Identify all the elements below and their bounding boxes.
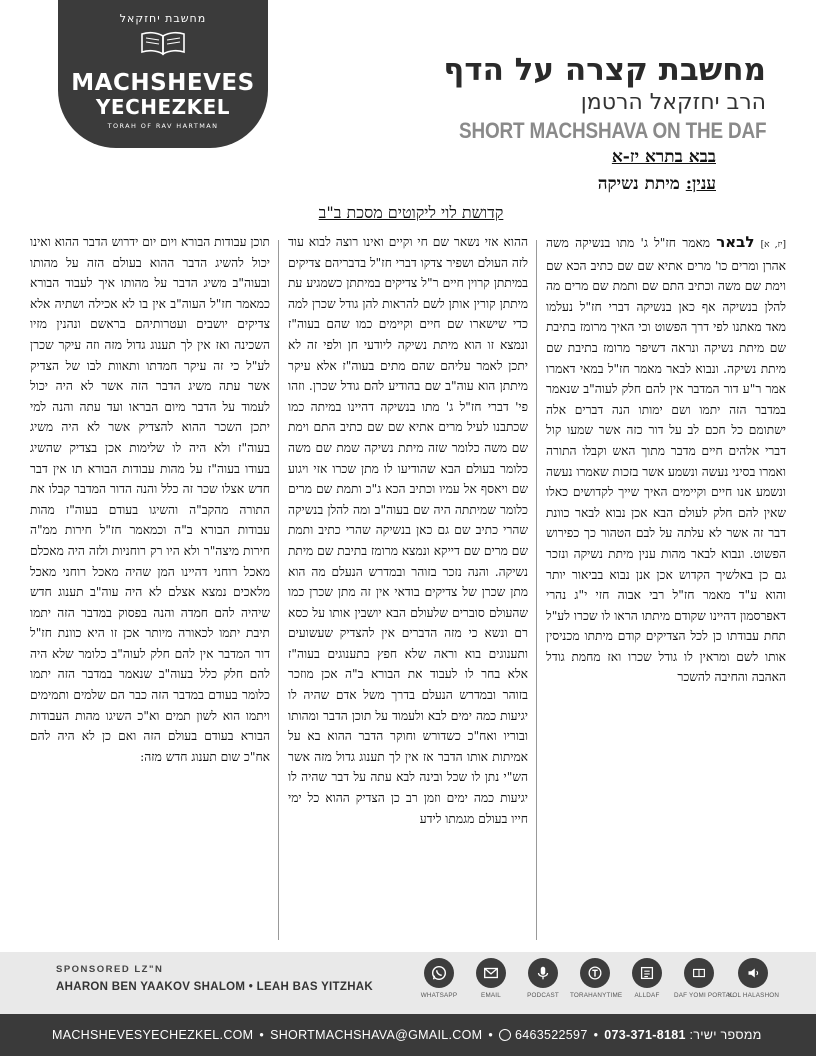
- topic-label: ענין:: [685, 174, 716, 194]
- website-link[interactable]: MACHSHEVESYECHEZKEL.COM: [52, 1028, 254, 1042]
- sponsor-bar: [0, 952, 816, 1014]
- lead-word: לבאר: [716, 233, 755, 251]
- footer-contact: MACHSHEVESYECHEZKEL.COM • SHORTMACHSHAVA@GMAIL.COM • 6463522597 • ממספר ישיר: 073-371-8181: [52, 1028, 762, 1042]
- alldaf-icon: [638, 964, 656, 982]
- column-divider: [536, 240, 537, 940]
- link-label: ALLDAF: [634, 992, 660, 999]
- torahanytime-link[interactable]: [570, 958, 623, 999]
- link-label: TORAHANYTIME: [570, 992, 623, 999]
- sponsor-label: SPONSORED LZ"N: [56, 964, 164, 975]
- link-label: EMAIL: [481, 992, 501, 999]
- whatsapp-link[interactable]: [414, 958, 464, 999]
- link-icons: [414, 958, 786, 1012]
- page-title-hebrew: מחשבת קצרה על הדף: [443, 52, 766, 88]
- torahanytime-icon: [586, 964, 604, 982]
- link-label: PODCAST: [527, 992, 559, 999]
- podcast-link[interactable]: [518, 958, 568, 999]
- email-icon: [482, 964, 500, 982]
- email-address-link[interactable]: SHORTMACHSHAVA@GMAIL.COM: [270, 1028, 483, 1042]
- open-book-icon: [140, 30, 186, 58]
- logo-subtitle: YECHEZKEL: [95, 95, 231, 119]
- whatsapp-small-icon: [499, 1029, 511, 1041]
- column-divider: [278, 240, 279, 940]
- page-title-english: SHORT MACHSHAVA ON THE DAF: [458, 118, 766, 143]
- text-column-middle: [288, 232, 528, 948]
- topic-line: [598, 174, 716, 194]
- kol-halashon-link[interactable]: [728, 958, 778, 999]
- link-label: DAF YOMI PORTAL: [674, 992, 734, 999]
- column-text: ההוא אזי נשאר שם חי וקיים ואינו רוצה לבוא עוד לזה העולם ושפיר צדקו דברי חז"ל בדבריהם צדיקים במיתתן קרוין חיים ר"ל צדיקים במיתתן כשמגיע עת מיתתן קורין אותן לשם להראות להן גודל שכרן למה כדי שישארו שם חיים וקיימים כמו שהם בעוה"ז ונמצא זו הוא מיתת נשיקה ליודעי חן ולפי זה לא יתכן לאמר עליהם שהם מתים בעוה"ז אלא עיקר מיתתן הוא עוה"ב שם בהודיע להם גודל שכרן. וזהו פי' דברי חז"ל ג' מתו בנשיקה דהיינו במיתה כמו שכתבנו לעיל מרים אתיא שם שם כתיב התם וימת שם משה כלומר שזה מיתת נשיקה שמת שם משה כלומר בעולם הבא שהודיעו לו מתן שכרו אזי ויגוע שם ויאסף אל עמיו וכתיב הכא ג"כ ותמת שם מרים כלומר שמיתתה היה שם בעוה"ב ומה להלן בנשיקה שהרי כתיב שם גם כאן בנשיקה שהרי כתיב ותמת שם מרים שם דייקא ונמצא מרומז בתיבת שם מיתת נשיקה. והנה נזכר בזוהר ובמדרש הנעלם מה הוא מתן שכרן של צדיקים בודאי אין זה מתן שכרן כמו שהעולם סוברים שלעולם הבא יושבין אותו על כסא רם ונשא כי מזה הדברים אין להצדיק שעשועים ותענוגים בוא וראה שלא חפץ בתענוגים בעוה"ז אלא בחר לו לעבוד את הבורא ב"ה אכן מוזכר בזוהר ובמדרש הנעלם בדרך משל אדם שהיה לו יגיעות כמה ימים לבא ולעמוד על תוכן הדבר ומהותו ובוריו ואח"כ כשדורש וחוקר הדבר ההוא בא על אמיתות אותו הדבר אז אין לך תענוג גדול מזה אשר הש"י נתן לו שכל ובינה לבא עתה על דבר שהיה לו יגיעות כמה ימים וזמן רב כן הצדיק ההוא כל ימי חייו בעולם מגמתו לידע: [288, 235, 528, 826]
- footer: [0, 1014, 816, 1056]
- kol-halashon-icon: [744, 964, 762, 982]
- daf-yomi-portal-link[interactable]: [674, 958, 734, 999]
- logo: [58, 0, 268, 148]
- whatsapp-icon: [430, 964, 448, 982]
- microphone-icon: [534, 964, 552, 982]
- whatsapp-number[interactable]: 6463522597: [515, 1028, 588, 1042]
- logo-title: MACHSHEVES: [71, 70, 255, 96]
- sponsor-names: AHARON BEN YAAKOV SHALOM • LEAH BAS YITZHAK: [56, 981, 374, 993]
- section-title: קדושת לוי ליקוטים מסכת ב"ב: [318, 203, 504, 222]
- alldaf-link[interactable]: [622, 958, 672, 999]
- source-reference: [יז, א]: [760, 240, 786, 250]
- column-text: מאמר חז"ל ג' מתו בנשיקה משה אהרן ומרים כו' מרים אתיא שם שם כתיב הכא שם וימת שם משה וכתיב התם שם ותמת שם מרים מה להלן בנשיקה אף כאן בנשיקה דברי חז"ל נעלמו מאד מאתנו לפי דרך הפשוט וכי האיך מרומז בתיבת שם מיתת נשיקה ונראה דשיפר מרומז בתיבת שם מיתת נשיקה. ונבוא לבאר מאמר חז"ל במאי דאמרו אמר ר"ע דור המדבר אין להם חלק לעוה"ב שנאמר במדבר הזה יתמו ושם ימותו הנה דברים אלה ישתומם כל חכם לב על דור כזה אשר שמעו קול דברי אלהים חיים מדבר מתוך האש וקבלו התורה ואמרו בסיני נעשה ונשמע אשר בזכות שאמרו נעשה ונשמע אנו חיים וקיימים האיך שייך לקדושים כאלו שאין להם חלק לעולם הבא אכן נבוא לבאר כוונת דבר זה אשר לא עלתה על לבם הטהור כך כפירוש הפשוט. ונבוא לבאר מהות ענין מיתת נשיקה ונזכר גם כן באלשיך הקדוש אכן אנן נבוא בביאור יותר והוא ע"ד מאמר חז"ל רבי אבוה חזי י"ג נהרי דאפרסמון דהיינו שקודם מיתתו הראו לו שכרו לע"ל תחת עבודתו כן לכל הצדיקים קודם מיתתו מכניסין אותו לשם ומראין לו גודל שכרו ואז מחמת גודל האהבה והחיבה להשכר: [546, 236, 786, 685]
- article-body: [30, 232, 786, 948]
- email-link[interactable]: [466, 958, 516, 999]
- text-column-left: [30, 232, 270, 948]
- phone-number[interactable]: 073-371-8181: [604, 1028, 686, 1042]
- daf-yomi-portal-icon: [690, 964, 708, 982]
- topic-value: מיתת נשיקה: [597, 174, 680, 194]
- text-column-right: [546, 232, 786, 948]
- link-label: KOL HALASHON: [728, 992, 780, 999]
- column-text: תוכן עבודות הבורא ויום יום ידרוש הדבר ההוא ואינו יכול להשיג הדבר ההוא בעולם הזה על מהותו ובעוה"ב משיג הדבר על מהותו איך לעבוד הבורא כמאמר חז"ל העוה"ב אין בו לא אכילה ושתיה אלא צדיקים יושבים ועטרותיהם בראשם ונהנין מזיו השכינה ואז אין לך תענוג גדול מזה וזה עיקר שכרן לע"ל כי זה עיקר חמדתו ותאוות לבו של הצדיק אשר עתה משיג הדבר הזה אשר לא היה יכול לעמוד על הדבר מיום הבראו ועד עתה והנה למי יתכן השכר ההוא להצדיק אשר לא היה משיג בעוה"ז ולא היה לו שלימות אכן בצדיק שהשיג בעודו בעוה"ז על מהות עבודות הבורא תו אין דבר חדש אצלו שכר זה כלל והנה הדור המדבר קבלו את התורה מהקב"ה והשיגו בעודם בעוה"ז מהות עבודות הבורא ב"ה וכמאמר חז"ל חירות ממ"ה חירות מיצה"ר ולא היו רק רוחניות ולזה היה מאכלם מאכל רוחני דהיינו המן שהיה מאכל רוחני מאכל מלאכים נמצא אצלם לא היה עוה"ב תענוג חדש שיהיה להם חמדה והנה בפסוק במדבר הזה יתמו תיבת יתמו לכאורה מיותר אכן זו היא כוונת חז"ל דור המדבר אין להם חלק לעוה"ב כלומר שלא היה להם חלק כלל בעוה"ב שנאמר במדבר הזה יתמו כלומר בעודם במדבר הזה כבר הם שלמים ותמימים ויתמו הוא לשון תמים וא"כ השיגו מהות העבודות הבורא בעודם בעולם הזה ואם כן לא היה להם אח"כ שום תענוג חדש מזה:: [30, 235, 270, 764]
- phone-label: ממספר ישיר:: [689, 1028, 762, 1042]
- daf-reference: בבא בתרא יז-א: [611, 147, 716, 167]
- link-label: WHATSAPP: [420, 992, 458, 999]
- logo-hebrew-text: מחשבת יחזקאל: [119, 12, 207, 25]
- logo-tagline: TORAH OF RAV HARTMAN: [107, 122, 219, 130]
- author-name: הרב יחזקאל הרטמן: [580, 90, 766, 115]
